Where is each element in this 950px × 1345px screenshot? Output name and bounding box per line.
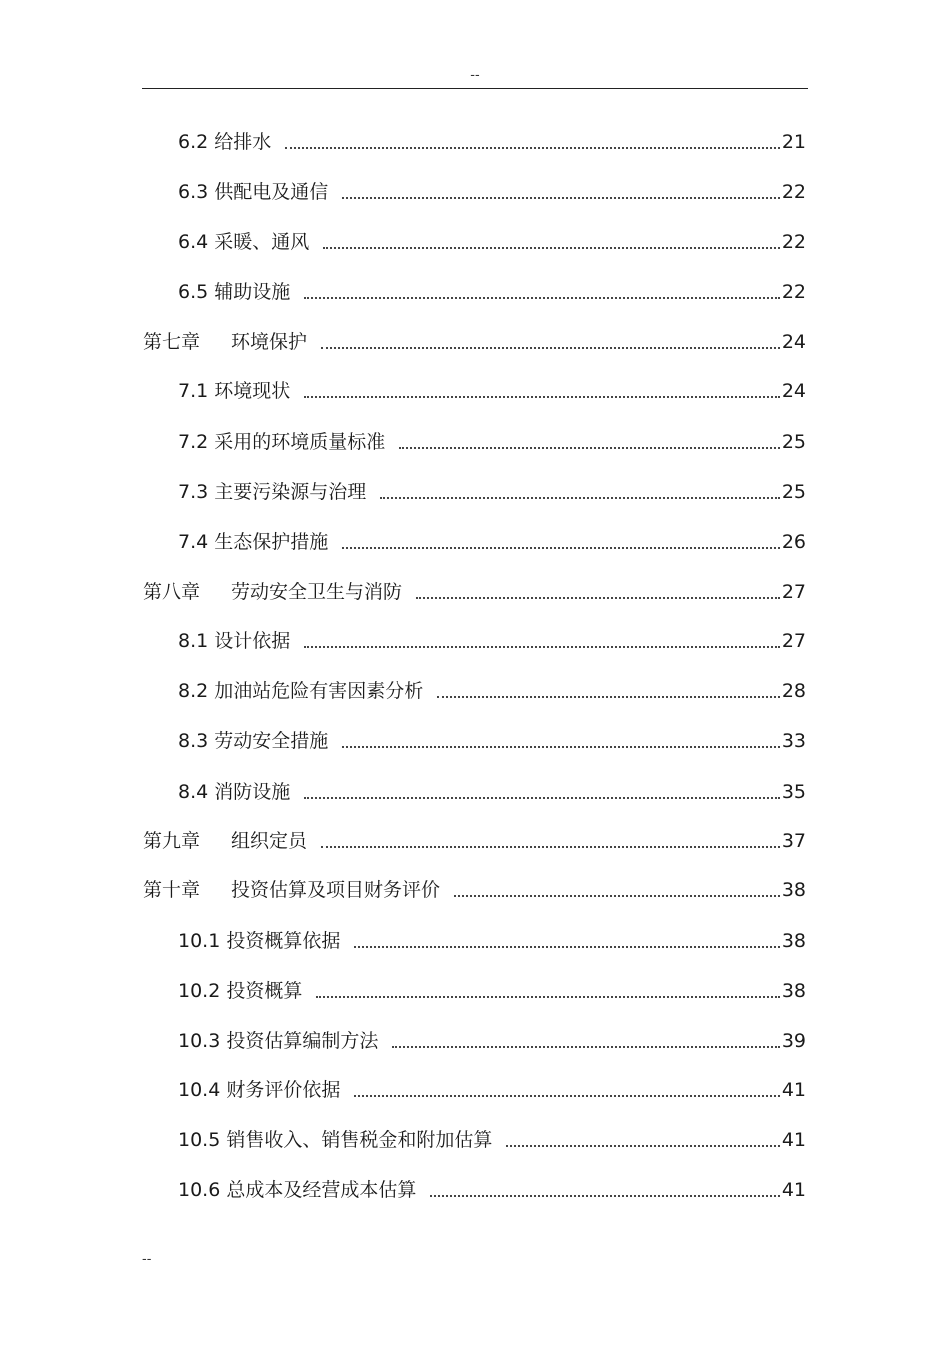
toc-leader-dots bbox=[392, 1038, 780, 1048]
toc-entry-label: 8.2 加油站危险有害因素分析 bbox=[178, 680, 424, 702]
toc-chapter-number: 第九章 bbox=[143, 830, 201, 852]
toc-page-number: 41 bbox=[781, 1179, 806, 1201]
toc-chapter-entry[interactable] bbox=[143, 874, 806, 902]
toc-entry-label: 10.6 总成本及经营成本估算 bbox=[178, 1179, 417, 1201]
toc-chapter-number: 第八章 bbox=[143, 581, 201, 603]
toc-leader-dots bbox=[304, 388, 780, 398]
toc-entry-label: 8.4 消防设施 bbox=[178, 781, 291, 803]
toc-leader-dots bbox=[323, 239, 780, 249]
toc-page-number: 27 bbox=[781, 581, 806, 603]
toc-page-number: 24 bbox=[781, 331, 806, 353]
toc-page-number: 21 bbox=[781, 131, 806, 153]
toc-leader-dots bbox=[454, 887, 780, 897]
toc-page-number: 26 bbox=[781, 531, 806, 553]
toc-page-number: 41 bbox=[781, 1129, 806, 1151]
toc-page-number: 41 bbox=[781, 1079, 806, 1101]
toc-page-number: 37 bbox=[781, 830, 806, 852]
toc-entry-label: 8.1 设计依据 bbox=[178, 630, 291, 652]
toc-leader-dots bbox=[321, 838, 780, 848]
toc-entry[interactable] bbox=[178, 776, 806, 804]
toc-leader-dots bbox=[380, 489, 780, 499]
toc-leader-dots bbox=[342, 539, 780, 549]
toc-entry-label: 6.4 采暖、通风 bbox=[178, 231, 310, 253]
toc-entry[interactable] bbox=[178, 625, 806, 653]
toc-leader-dots bbox=[354, 938, 780, 948]
toc-page-number: 33 bbox=[781, 730, 806, 752]
toc-entry-label: 6.3 供配电及通信 bbox=[178, 181, 329, 203]
toc-entry[interactable] bbox=[178, 476, 806, 504]
toc-entry[interactable] bbox=[178, 176, 806, 204]
toc-leader-dots bbox=[342, 189, 780, 199]
toc-entry-label: 8.3 劳动安全措施 bbox=[178, 730, 329, 752]
toc-leader-dots bbox=[304, 638, 780, 648]
toc-entry[interactable] bbox=[178, 375, 806, 403]
toc-leader-dots bbox=[285, 139, 780, 149]
toc-entry-label: 7.3 主要污染源与治理 bbox=[178, 481, 367, 503]
toc-leader-dots bbox=[316, 988, 780, 998]
toc-chapter-number: 第七章 bbox=[143, 331, 201, 353]
toc-entry-label: 10.2 投资概算 bbox=[178, 980, 303, 1002]
toc-entry[interactable] bbox=[178, 276, 806, 304]
toc-entry[interactable] bbox=[178, 1174, 806, 1202]
toc-leader-dots bbox=[342, 738, 780, 748]
toc-entry[interactable] bbox=[178, 426, 806, 454]
toc-entry-label: 投资估算及项目财务评价 bbox=[231, 879, 441, 901]
toc-page-number: 38 bbox=[781, 879, 806, 901]
toc-chapter-number: 第十章 bbox=[143, 879, 201, 901]
toc-leader-dots bbox=[304, 789, 780, 799]
toc-entry-label: 环境保护 bbox=[231, 331, 308, 353]
toc-entry-label: 组织定员 bbox=[231, 830, 308, 852]
toc-leader-dots bbox=[304, 289, 780, 299]
toc-page-number: 27 bbox=[781, 630, 806, 652]
toc-entry[interactable] bbox=[178, 925, 806, 953]
toc-entry-label: 10.3 投资估算编制方法 bbox=[178, 1030, 379, 1052]
header-divider bbox=[142, 88, 808, 89]
toc-page-number: 39 bbox=[781, 1030, 806, 1052]
toc-entry[interactable] bbox=[178, 226, 806, 254]
toc-entry-label: 7.2 采用的环境质量标准 bbox=[178, 431, 386, 453]
toc-leader-dots bbox=[416, 589, 780, 599]
toc-page-number: 28 bbox=[781, 680, 806, 702]
toc-entry-label: 7.4 生态保护措施 bbox=[178, 531, 329, 553]
toc-page-number: 38 bbox=[781, 930, 806, 952]
toc-chapter-entry[interactable] bbox=[143, 576, 806, 604]
toc-page-number: 25 bbox=[781, 431, 806, 453]
toc-page-number: 25 bbox=[781, 481, 806, 503]
page-footer-mark: -- bbox=[142, 1252, 152, 1267]
toc-entry[interactable] bbox=[178, 675, 806, 703]
toc-entry[interactable] bbox=[178, 975, 806, 1003]
toc-entry-label: 10.1 投资概算依据 bbox=[178, 930, 341, 952]
toc-leader-dots bbox=[399, 439, 780, 449]
toc-entry-label: 劳动安全卫生与消防 bbox=[231, 581, 403, 603]
toc-chapter-entry[interactable] bbox=[143, 326, 806, 354]
toc-leader-dots bbox=[354, 1087, 780, 1097]
toc-entry[interactable] bbox=[178, 126, 806, 154]
toc-entry[interactable] bbox=[178, 1124, 806, 1152]
toc-entry[interactable] bbox=[178, 526, 806, 554]
toc-leader-dots bbox=[321, 339, 780, 349]
toc-entry-label: 6.5 辅助设施 bbox=[178, 281, 291, 303]
toc-page-number: 38 bbox=[781, 980, 806, 1002]
toc-page-number: 22 bbox=[781, 181, 806, 203]
toc-leader-dots bbox=[430, 1187, 780, 1197]
toc-entry-label: 10.4 财务评价依据 bbox=[178, 1079, 341, 1101]
toc-leader-dots bbox=[506, 1137, 780, 1147]
toc-entry-label: 7.1 环境现状 bbox=[178, 380, 291, 402]
toc-page-number: 22 bbox=[781, 231, 806, 253]
toc-page-number: 35 bbox=[781, 781, 806, 803]
toc-entry-label: 10.5 销售收入、销售税金和附加估算 bbox=[178, 1129, 493, 1151]
toc-entry[interactable] bbox=[178, 1074, 806, 1102]
page-header-mark: -- bbox=[470, 68, 480, 83]
toc-page-number: 22 bbox=[781, 281, 806, 303]
toc-leader-dots bbox=[437, 688, 780, 698]
toc-entry-label: 6.2 给排水 bbox=[178, 131, 272, 153]
toc-page-number: 24 bbox=[781, 380, 806, 402]
toc-chapter-entry[interactable] bbox=[143, 825, 806, 853]
toc-entry[interactable] bbox=[178, 725, 806, 753]
toc-entry[interactable] bbox=[178, 1025, 806, 1053]
